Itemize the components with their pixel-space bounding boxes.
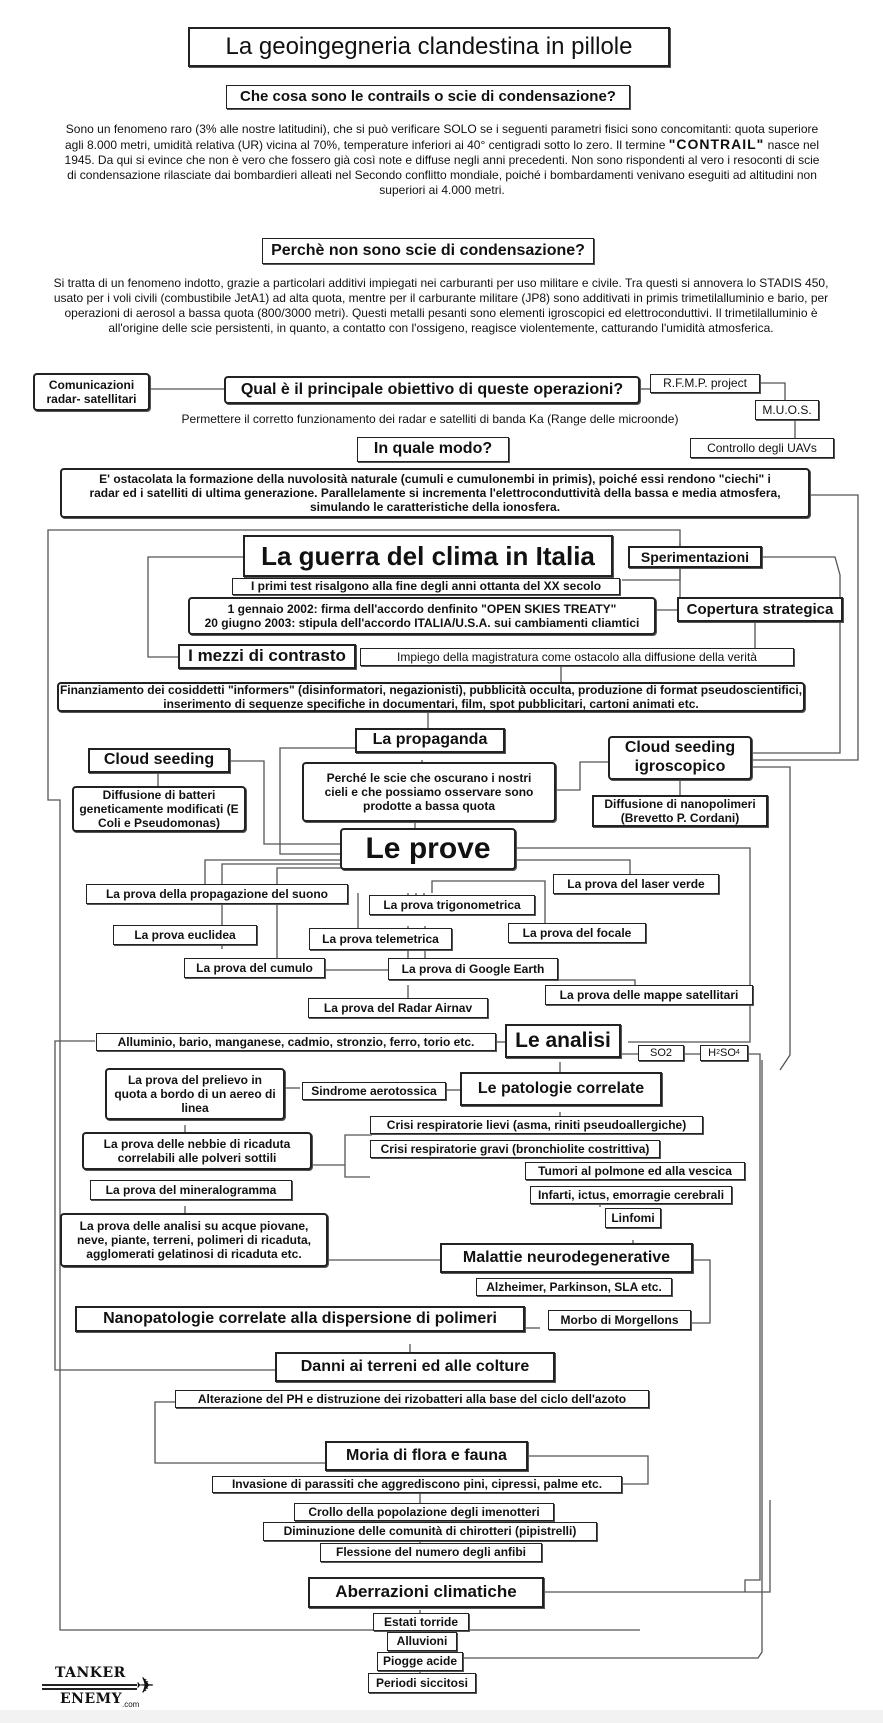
treaty-1: 1 gennaio 2002: firma dell'accordo denfinito "OPEN SKIES TREATY" <box>227 601 617 616</box>
informers-box: Finanziamento dei cosiddetti "informers" (disinformatori, negazionisti), pubblicità occulta, produzione di format pseudoscientifici, inserimento di sequenze specifiche in documentari, film, spot pubblicitari, cartoni animati etc. <box>57 682 805 712</box>
aerotoxic-box: Sindrome aerotossica <box>302 1082 446 1100</box>
uav-box: Controllo degli UAVs <box>690 438 834 458</box>
so2-box: SO2 <box>638 1045 684 1061</box>
muos-box: M.U.O.S. <box>755 400 819 420</box>
pathology-infarcts: Infarti, ictus, emorragie cerebrali <box>530 1186 732 1204</box>
cloud-seeding-hygro-heading: Cloud seeding igroscopico <box>608 736 752 780</box>
soil-damage-heading: Danni ai terreni ed alle colture <box>275 1352 555 1382</box>
proof-cumulus: La prova del cumulo <box>184 958 325 978</box>
airplane-icon: ✈ <box>136 1673 155 1698</box>
proof-trigonometric: La prova trigonometrica <box>369 895 535 915</box>
logo-bar-top <box>42 1684 137 1686</box>
flora-fauna-heading: Moria di flora e fauna <box>325 1441 528 1471</box>
aberration-floods: Alluvioni <box>387 1632 457 1651</box>
morgellons-box: Morbo di Morgellons <box>548 1310 691 1330</box>
objective-heading: Qual è il principale obiettivo di queste operazioni? <box>224 376 640 404</box>
propaganda-heading: La propaganda <box>355 728 505 753</box>
cloud-seeding-text: Diffusione di batteri geneticamente modificati (E Coli e Pseudomonas) <box>72 786 246 832</box>
climate-aberrations-heading: Aberrazioni climatiche <box>308 1577 544 1608</box>
mineralogram-box: La prova del mineralogramma <box>90 1180 292 1200</box>
contrails-text-b: nasce nel 1945. Da qui si evince che non è vero che fossero già così note e diffuse negli anni precedenti. Non sono rispondenti al vero i resoconti di scie di condensazione rilasciate dai bombardieri alleati nel Secondo conflitto mondiale, poiché i bombardamenti venivano eseguiti ad altitudini non superiori ai 4.000 metri. <box>64 138 820 197</box>
flora-fauna-bats: Diminuzione delle comunità di chirotteri (pipistrelli) <box>263 1522 597 1541</box>
h2so4-4: 4 <box>735 1048 740 1056</box>
proof-sound: La prova della propagazione del suono <box>86 884 348 904</box>
neurodegenerative-items: Alzheimer, Parkinson, SLA etc. <box>476 1278 672 1296</box>
contrails-text <box>62 122 822 198</box>
judiciary-box: Impiego della magistratura come ostacolo alla diffusione della verità <box>360 648 794 666</box>
pathology-lymphoma: Linfomi <box>605 1208 661 1228</box>
proofs-heading: Le prove <box>340 828 516 870</box>
counter-means-box: I mezzi di contrasto <box>178 644 356 669</box>
metals-box: Alluminio, bario, manganese, cadmio, stronzio, ferro, torio etc. <box>96 1033 496 1051</box>
why-not-heading: Perchè non sono scie di condensazione? <box>262 238 594 264</box>
climate-war-heading: La guerra del clima in Italia <box>243 535 613 577</box>
tanker-enemy-logo[interactable] <box>40 1665 170 1710</box>
comms-box: Comunicazioni radar- satellitari <box>33 373 150 411</box>
flora-fauna-amphibians: Flessione del numero degli anfibi <box>320 1543 542 1562</box>
contrails-text-a: Sono un fenomeno raro (3% alle nostre latitudini), che si può verificare SOLO se i seguenti parametri fisici sono concomitanti: quota superiore agli 8.000 metri, umidità relativa (UR) vicina al 70%, temperature inferiori ai 40° centigradi sotto lo zero. Il termine <box>64 122 819 152</box>
proof-google-earth: La prova di Google Earth <box>388 958 558 980</box>
aberration-droughts: Periodi siccitosi <box>368 1673 476 1693</box>
flora-fauna-hymenoptera: Crollo della popolazione degli imenotteri <box>294 1503 554 1521</box>
proof-euclidean: La prova euclidea <box>113 925 257 945</box>
contrail-term: "CONTRAIL" <box>668 136 765 152</box>
pathology-mild-respiratory: Crisi respiratorie lievi (asma, riniti pseudoallergiche) <box>370 1116 703 1134</box>
cloud-seeding-heading: Cloud seeding <box>88 748 230 773</box>
treaty-2: 20 giugno 2003: stipula dell'accordo ITALIA/U.S.A. sui cambiamenti cliamtici <box>204 616 640 630</box>
proof-satellite-maps: La prova delle mappe satellitari <box>545 985 753 1005</box>
pathology-tumors: Tumori al polmone ed alla vescica <box>525 1162 745 1180</box>
proof-green-laser: La prova del laser verde <box>553 874 719 894</box>
h2so4-box <box>700 1045 748 1061</box>
why-not-text: Si tratta di un fenomeno indotto, grazie a particolari additivi impiegati nei carburanti per uso militare e civile. Tra questi si annovera lo STADIS 450, usato per i voli civili (combustibile JetA1) ad alta quota, mentre per il carburante militare (JP8) sono additivati in primis trimetilalluminio e bario, per operazioni di aerosol a bassa quota (800/3000 metri). Questi metalli pesanti sono elementi igroscopici ed elettroconduttivi. Il trimetilalluminio è all'origine delle scie persistenti, in quanto, a contatto con l'ossigeno, reagisce violentemente, catturando l'umidità atmosferica. <box>53 276 829 335</box>
logo-bar-bottom <box>42 1688 137 1690</box>
logo-line1: TANKER <box>55 1665 126 1681</box>
proof-focal: La prova del focale <box>508 923 646 943</box>
pathology-severe-respiratory: Crisi respiratorie gravi (bronchiolite costrittiva) <box>370 1140 660 1158</box>
pathologies-heading: Le patologie correlate <box>460 1072 662 1106</box>
footer-strip <box>0 1710 883 1723</box>
neurodegenerative-heading: Malattie neurodegenerative <box>440 1243 693 1273</box>
h2so4-2: 2 <box>716 1048 721 1056</box>
cloud-seeding-hygro-text: Diffusione di nanopolimeri (Brevetto P. Cordani) <box>592 795 768 827</box>
how-heading: In quale modo? <box>357 437 509 462</box>
objective-answer: Permettere il corretto funzionamento dei radar e satelliti di banda Ka (Range delle microonde) <box>181 412 679 426</box>
soil-damage-text: Alterazione del PH e distruzione dei rizobatteri alla base del ciclo dell'azoto <box>175 1390 649 1408</box>
proof-radar-airnav: La prova del Radar Airnav <box>308 998 488 1018</box>
proof-telemetric: La prova telemetrica <box>309 928 452 950</box>
analyses-heading: Le analisi <box>505 1024 621 1058</box>
strategic-cover-box: Copertura strategica <box>677 597 843 622</box>
aberration-acid-rain: Piogge acide <box>377 1652 463 1671</box>
h2so4-h: H <box>708 1046 717 1059</box>
treaties-box <box>188 597 656 635</box>
contrails-heading: Che cosa sono le contrails o scie di condensazione? <box>226 85 630 109</box>
page-title: La geoingegneria clandestina in pillole <box>188 27 670 67</box>
water-analysis-box: La prova delle analisi su acque piovane, neve, piante, terreni, polimeri di ricaduta, agglomerati gelatinosi di ricaduta etc. <box>60 1213 328 1267</box>
aberration-hot-summers: Estati torride <box>373 1613 469 1631</box>
rfmp-box: R.F.M.P. project <box>650 374 760 393</box>
nanopathologies-heading: Nanopatologie correlate alla dispersione di polimeri <box>75 1306 525 1332</box>
fallout-mist-box: La prova delle nebbie di ricaduta correlabili alle polveri sottili <box>82 1132 312 1170</box>
h2so4-so: SO <box>720 1046 736 1059</box>
experiments-box: Sperimentazioni <box>628 546 762 568</box>
how-text: E' ostacolata la formazione della nuvolosità naturale (cumuli e cumulonembi in primis), poiché essi rendono "ciechi" i radar ed i satelliti di ultima generazione. Parallelamente si incrementa l'elettroconduttività della bassa e media atmosfera, simulando le caratteristiche della ionosfera. <box>60 468 810 518</box>
first-tests-box: I primi test risalgono alla fine degli anni ottanta del XX secolo <box>232 578 620 595</box>
in-flight-sample-box: La prova del prelievo in quota a bordo di un aereo di linea <box>105 1068 285 1120</box>
propaganda-text: Perché le scie che oscurano i nostri cieli e che possiamo osservare sono prodotte a bassa quota <box>302 762 556 822</box>
logo-line2: ENEMY <box>60 1691 123 1707</box>
flora-fauna-parasites: Invasione di parassiti che aggrediscono pini, cipressi, palme etc. <box>212 1476 622 1493</box>
logo-suffix: .com <box>122 1700 140 1709</box>
